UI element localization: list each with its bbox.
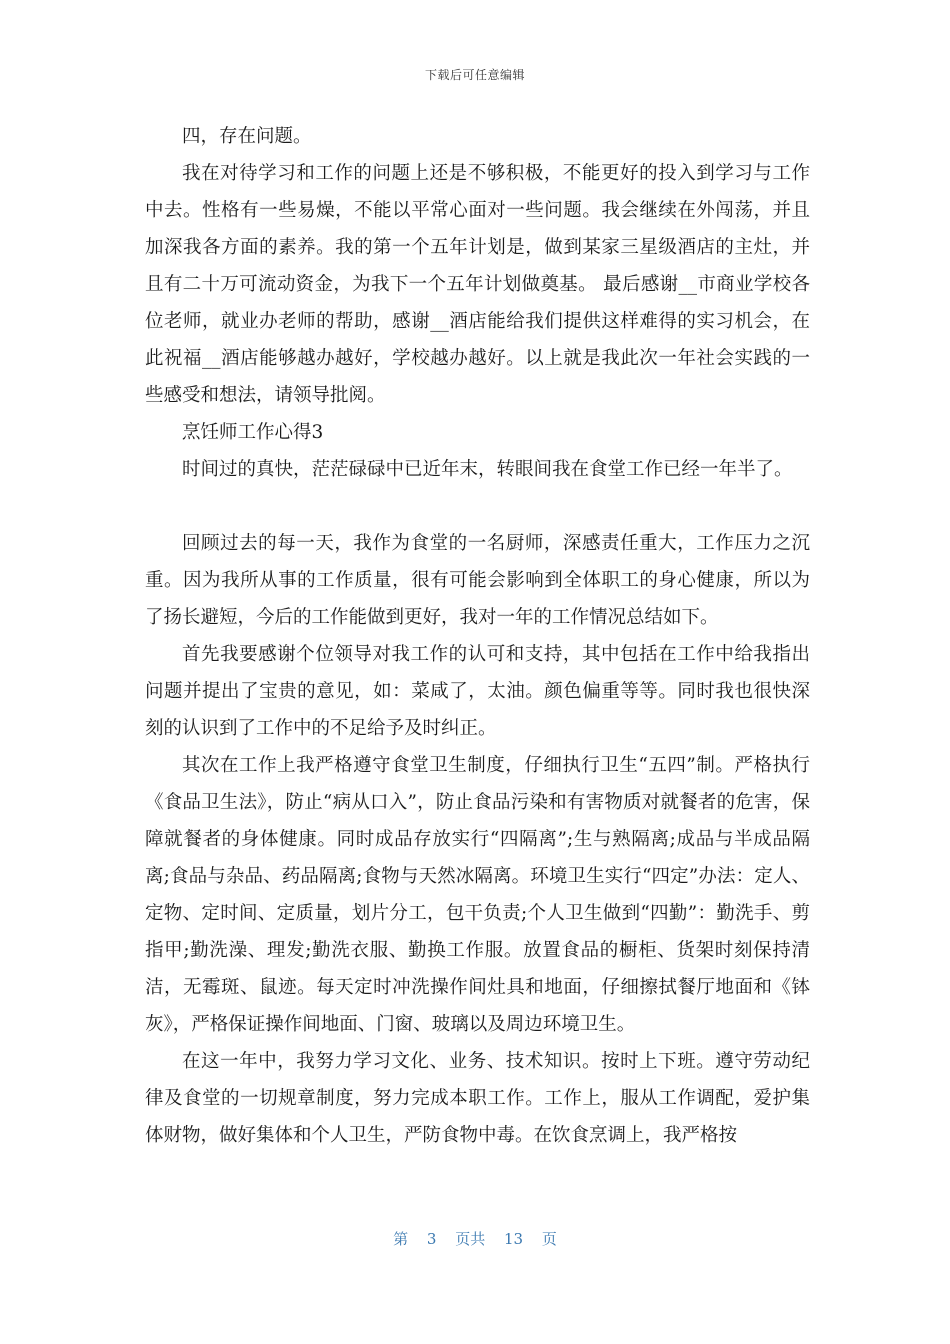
- page-footer: 第 3 页共 13 页: [393, 1230, 557, 1248]
- paragraph-study-work: 在这一年中，我努力学习文化、业务、技术知识。按时上下班。遵守劳动纪律及食堂的一切规章制度，努力完成本职工作。工作上，服从工作调配，爱护集体财物，做好集体和个人卫生，严防食物中毒。在饮食烹调上，我严格按: [145, 1051, 810, 1146]
- page-header: 下载后可任意编辑: [424, 68, 525, 82]
- paragraph-review: 回顾过去的每一天，我作为食堂的一名厨师，深感责任重大，工作压力之沉重。因为我所从事的工作质量，很有可能会影响到全体职工的身心健康，所以为了扬长避短，今后的工作能做到更好，我对一年的工作情况总结如下。: [145, 533, 810, 628]
- section-heading-chef-experience-3: 烹饪师工作心得3: [182, 422, 324, 443]
- paragraph-problems-and-thanks: 我在对待学习和工作的问题上还是不够积极，不能更好的投入到学习与工作中去。性格有一些易燥，不能以平常心面对一些问题。我会继续在外闯荡，并且加深我各方面的素养。我的第一个五年计划是，做到某家三星级酒店的主灶，并且有二十万可流动资金，为我下一个五年计划做奠基。 最后感谢__市商业学校各位老师，就业办老师的帮助，感谢__酒店能给我们提供这样难得的实习机会，在此祝福__酒店能够越办越好，学校越办越好。以上就是我此次一年社会实践的一些感受和想法，请领导批阅。: [145, 163, 810, 406]
- paragraph-time-flies: 时间过的真快，茫茫碌碌中已近年末，转眼间我在食堂工作已经一年半了。: [182, 459, 793, 480]
- section-heading-problems: 四，存在问题。: [182, 126, 312, 147]
- paragraph-thanks-leaders: 首先我要感谢个位领导对我工作的认可和支持，其中包括在工作中给我指出问题并提出了宝贵的意见，如：菜咸了，太油。颜色偏重等等。同时我也很快深刻的认识到了工作中的不足给予及时纠正。: [145, 644, 810, 739]
- paragraph-hygiene: 其次在工作上我严格遵守食堂卫生制度，仔细执行卫生“五四”制。严格执行《食品卫生法》，防止“病从口入”，防止食品污染和有害物质对就餐者的危害，保障就餐者的身体健康。同时成品存放实行“四隔离”;生与熟隔离;成品与半成品隔离;食品与杂品、药品隔离;食物与天然冰隔离。环境卫生实行“四定”办法：定人、定物、定时间、定质量，划片分工，包干负责;个人卫生做到“四勤”：勤洗手、剪指甲;勤洗澡、理发;勤洗衣服、勤换工作服。放置食品的橱柜、货架时刻保持清洁，无霉斑、鼠迹。每天定时冲洗操作间灶具和地面，仔细擦拭餐厅地面和《钵灰》，严格保证操作间地面、门窗、玻璃以及周边环境卫生。: [145, 755, 810, 1035]
- document-body: [145, 118, 810, 1154]
